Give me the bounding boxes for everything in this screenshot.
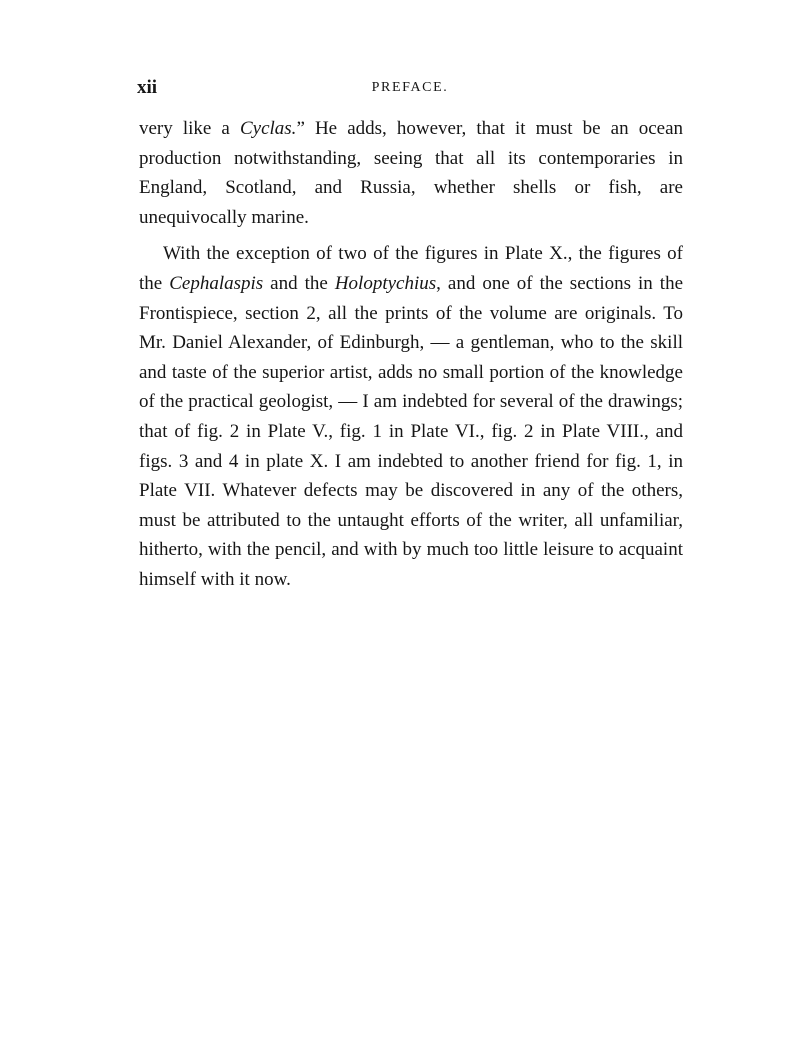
page-header (137, 77, 683, 101)
running-title: PREFACE. (371, 80, 449, 95)
italic-term-holoptychius: Holoptychius (334, 272, 437, 294)
italic-term-cephalaspis: Cephalaspis (169, 272, 264, 294)
text-segment: and the (263, 272, 335, 294)
text-segment: very like a (139, 118, 240, 139)
italic-term-cyclas: Cyclas. (239, 118, 297, 139)
text-segment: With the exception of two of the figures in Plate X., the figures of the (139, 243, 683, 294)
text-segment: ” He adds, however, that it must be an ocean production notwithstanding, seeing that all its contemporaries in England, Scotland, and Russia, whether shells or fish, are unequivocally marine. (139, 118, 684, 228)
body-text (139, 114, 683, 595)
paragraph-continuation (139, 114, 683, 232)
paragraph-illustrations (139, 239, 683, 594)
text-segment: , and one of the sections in the Frontispiece, section 2, all the prints of the volume are originals. To Mr. Daniel Alexander, of Edinburgh, — a gentleman, who to the skill and taste of the superior artist, adds no small portion of the knowledge of the practical geologist, — I am indebted for several of the drawings; that of fig. 2 in Plate V., fig. 1 in Plate VI., fig. 2 in Plate VIII., and figs. 3 and 4 in plate X. I am indebted to another friend for fig. 1, in Plate VII. Whatever defects may be discovered in any of the others, must be attributed to the untaught efforts of the writer, all unfamiliar, hitherto, with the pencil, and with by much too little leisure to acquaint himself with it now. (139, 272, 684, 590)
page-number: xii (137, 77, 158, 98)
